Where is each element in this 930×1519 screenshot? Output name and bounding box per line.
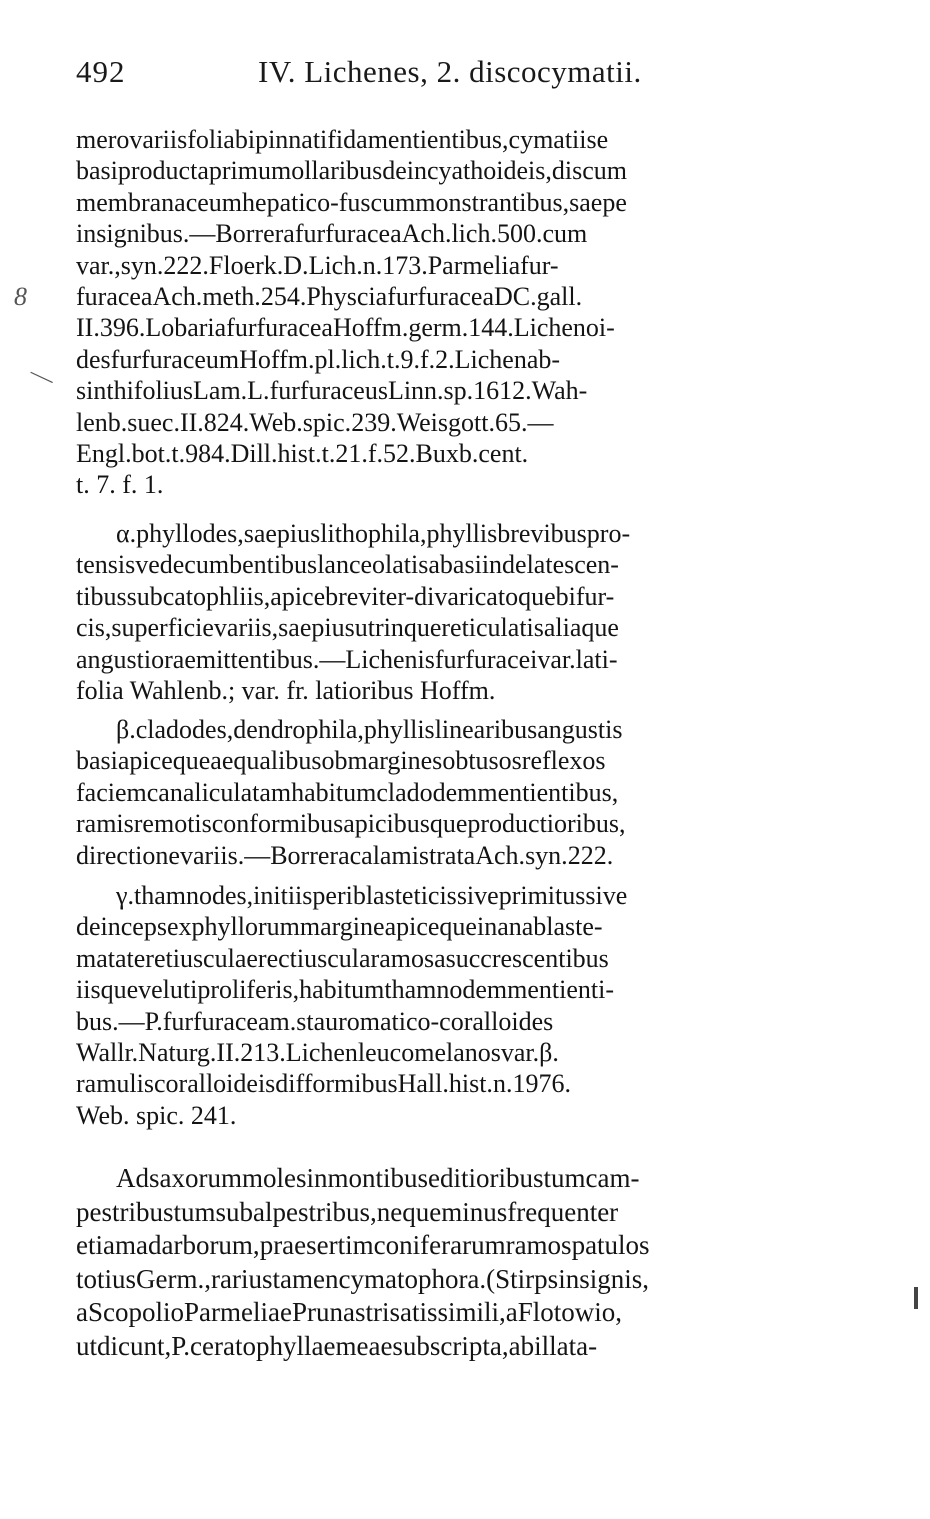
text-line: α.phyllodes,saepiuslithophila,phyllisbrevibuspro- xyxy=(116,519,631,548)
margin-mark-bar xyxy=(914,1287,918,1309)
text-line: faciemcanaliculatamhabitumcladodemmentientibus, xyxy=(76,777,619,807)
text-line: totiusGerm.,rariustamencymatophora.(Stirpsinsignis, xyxy=(76,1263,649,1294)
text-line: Adsaxorummolesinmontibuseditioribustumcam- xyxy=(116,1163,640,1193)
page-number: 492 xyxy=(76,54,126,89)
text-line: sinthifoliusLam.L.furfuraceusLinn.sp.1612.Wah- xyxy=(76,376,588,406)
text-line: tibussubcatophliis,apicebreviter-divaricatoquebifur- xyxy=(76,581,615,611)
text-line: furaceaAch.meth.254.PhysciafurfuraceaDC.gall. xyxy=(76,281,583,311)
paragraph-description xyxy=(76,124,876,501)
running-title: IV. Lichenes, 2. discocymatii. xyxy=(258,54,642,89)
text-line: angustioraemittentibus.—Lichenisfurfuraceivar.lati- xyxy=(76,644,618,674)
text-line: desfurfuraceumHoffm.pl.lich.t.9.f.2.Lichenab- xyxy=(76,344,561,374)
paragraph-habitat xyxy=(76,1162,876,1364)
paragraph-variety-gamma xyxy=(76,880,876,1131)
text-line: membranaceumhepatico-fuscummonstrantibus,saepe xyxy=(76,187,627,217)
text-line: etiamadarborum,praesertimconiferarumramospatulos xyxy=(76,1230,650,1261)
text-line: II.396.LobariafurfuraceaHoffm.germ.144.Lichenoi- xyxy=(76,313,615,343)
text-line: merovariisfoliabipinnatifidamentientibus,cymatiise xyxy=(76,125,609,154)
text-line: Wallr.Naturg.II.213.Lichenleucomelanosvar.β. xyxy=(76,1037,559,1067)
text-line: var.,syn.222.Floerk.D.Lich.n.173.Parmeliafur- xyxy=(76,250,559,280)
text-line: γ.thamnodes,initiisperiblasteticissiveprimitussive xyxy=(116,881,628,910)
text-line: iisquevelutiproliferis,habitumthamnodemmentienti- xyxy=(76,975,614,1005)
text-line: Engl.bot.t.984.Dill.hist.t.21.f.52.Buxb.cent. xyxy=(76,438,529,468)
text-line: Web. spic. 241. xyxy=(76,1100,237,1130)
text-line: lenb.suec.II.824.Web.spic.239.Weisgott.65.— xyxy=(76,407,554,437)
page-header xyxy=(0,48,930,98)
text-line: basiapicequeaequalibusobmarginesobtusosreflexos xyxy=(76,746,606,776)
text-line: ramisremotisconformibusapicibusqueproductioribus, xyxy=(76,809,626,839)
text-line: deincepsexphyllorummargineapicequeinanablaste- xyxy=(76,912,603,942)
text-line: t. 7. f. 1. xyxy=(76,470,164,500)
margin-mark-dash: — xyxy=(25,359,59,393)
text-line: directionevariis.—BorreracalamistrataAch.syn.222. xyxy=(76,840,614,870)
paragraph-variety-alpha xyxy=(76,518,876,706)
text-line: matateretiusculaerectiuscularamosasuccrescentibus xyxy=(76,943,609,973)
text-line: tensisvedecumbentibuslanceolatisabasiindelatescen- xyxy=(76,550,619,580)
margin-mark-eight: 8 xyxy=(14,282,27,311)
text-line: β.cladodes,dendrophila,phyllislinearibusangustis xyxy=(116,715,623,744)
text-line: aScopolioParmeliaePrunastrisatissimili,aFlotowio, xyxy=(76,1297,622,1328)
text-line: basiproductaprimumollaribusdeincyathoideis,discum xyxy=(76,156,627,186)
paragraph-variety-beta xyxy=(76,714,876,871)
text-line: bus.—P.furfuraceam.stauromatico-coralloides xyxy=(76,1006,554,1036)
text-line: cis,superficievariis,saepiusutrinquereticulatisaliaque xyxy=(76,613,619,643)
text-line: utdicunt,P.ceratophyllaemeaesubscripta,abillata- xyxy=(76,1330,598,1361)
text-line: insignibus.—BorrerafurfuraceaAch.lich.500.cum xyxy=(76,219,588,249)
text-line: ramuliscoralloideisdifformibusHall.hist.n.1976. xyxy=(76,1069,571,1099)
text-line: pestribustumsubalpestribus,nequeminusfrequenter xyxy=(76,1196,619,1227)
text-line: folia Wahlenb.; var. fr. latioribus Hoffm. xyxy=(76,675,496,705)
